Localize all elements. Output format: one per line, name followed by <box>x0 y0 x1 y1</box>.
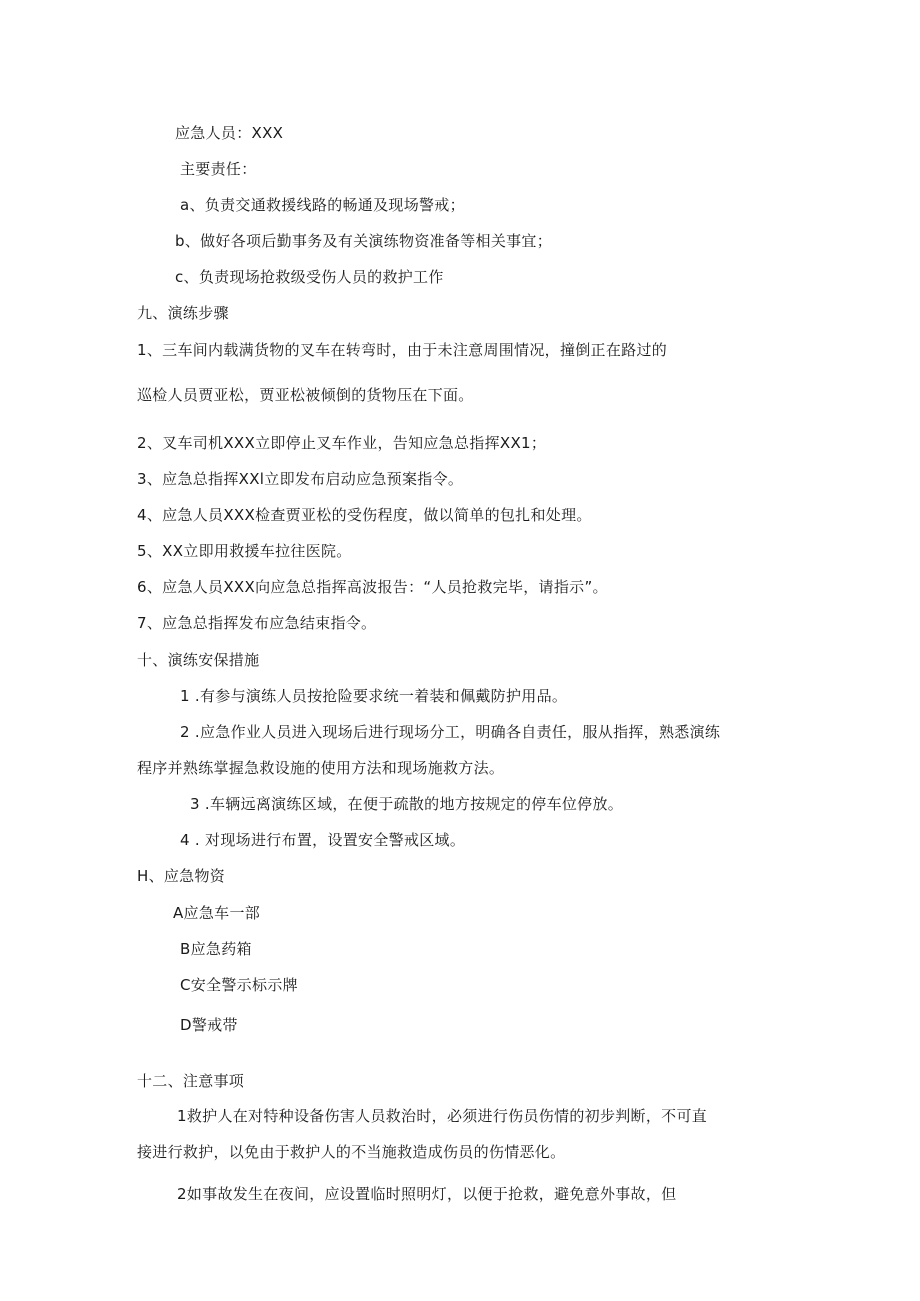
step-5: 5、XX立即用救援车拉往医院。 <box>137 542 352 560</box>
step-6: 6、应急人员XXX向应急总指挥高波报告：“人员抢救完毕，请指示”。 <box>137 578 608 596</box>
safety-item-3: 3 .车辆远离演练区域，在便于疏散的地方按规定的停车位停放。 <box>190 795 624 813</box>
step-2: 2、叉车司机XXX立即停止叉车作业，告知应急总指挥XX1； <box>137 434 547 452</box>
notice-item-1: 1救护人在对特种设备伤害人员救治时，必须进行伤员伤情的初步判断，不可直 <box>177 1107 708 1125</box>
duty-item-c: c、负责现场抢救级受伤人员的救护工作 <box>175 268 444 286</box>
duty-item-a: a、负责交通救援线路的畅通及现场警戒； <box>180 196 465 214</box>
step-4: 4、应急人员XXX检查贾亚松的受伤程度，做以简单的包扎和处理。 <box>137 506 592 524</box>
step-3: 3、应急总指挥XXl立即发布启动应急预案指令。 <box>137 470 464 488</box>
safety-item-2-continued: 程序并熟练掌握急救设施的使用方法和现场施救方法。 <box>137 759 505 777</box>
notice-item-1-continued: 接进行救护，以免由于救护人的不当施救造成伤员的伤情恶化。 <box>137 1143 566 1161</box>
supply-item-b: B应急药箱 <box>180 940 252 958</box>
section-12-heading: 十二、注意事项 <box>137 1072 245 1090</box>
step-1-continued: 巡检人员贾亚松，贾亚松被倾倒的货物压在下面。 <box>137 386 474 404</box>
safety-item-2: 2 .应急作业人员进入现场后进行现场分工，明确各自责任，服从指挥，熟悉演练 <box>180 723 721 741</box>
supply-item-d: D警戒带 <box>180 1016 238 1034</box>
section-11-heading: H、应急物资 <box>137 867 226 885</box>
section-9-heading: 九、演练步骤 <box>137 304 229 322</box>
duty-heading: 主要责任： <box>180 160 257 178</box>
section-10-heading: 十、演练安保措施 <box>137 651 260 669</box>
supply-item-a: A应急车一部 <box>173 904 261 922</box>
notice-item-2: 2如事故发生在夜间，应设置临时照明灯，以便于抢救，避免意外事故，但 <box>177 1185 677 1203</box>
safety-item-4: 4 . 对现场进行布置，设置安全警戒区域。 <box>180 831 466 849</box>
step-1: 1、三车间内载满货物的叉车在转弯时，由于未注意周围情况，撞倒正在路过的 <box>137 341 668 359</box>
personnel-label: 应急人员：XXX <box>175 124 284 142</box>
safety-item-1: 1 .有参与演练人员按抢险要求统一着装和佩戴防护用品。 <box>180 687 568 705</box>
step-7: 7、应急总指挥发布应急结束指令。 <box>137 614 377 632</box>
duty-item-b: b、做好各项后勤事务及有关演练物资准备等相关事宜； <box>175 232 553 250</box>
supply-item-c: C安全警示标示牌 <box>180 976 298 994</box>
